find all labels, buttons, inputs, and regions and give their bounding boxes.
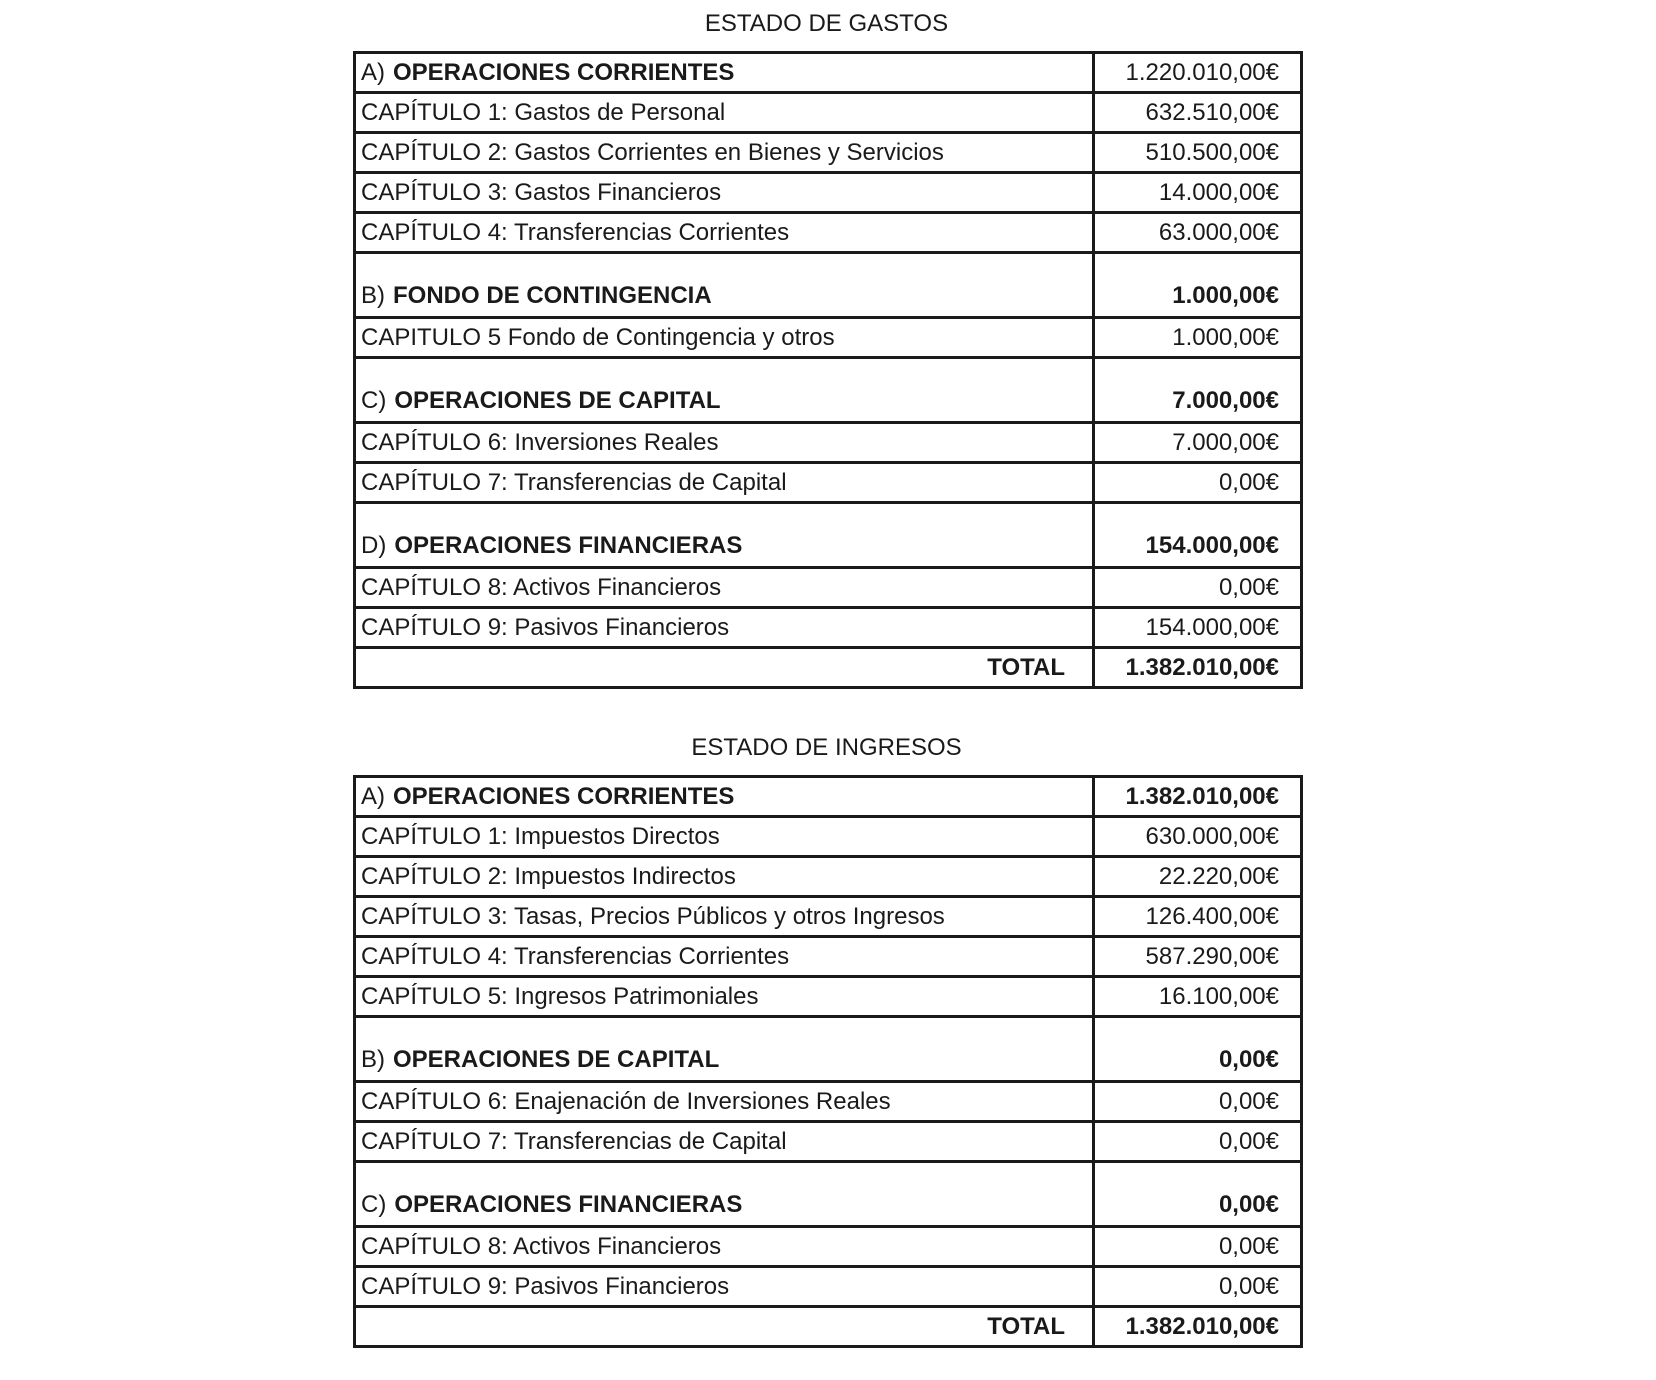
total-label: TOTAL (355, 1307, 1094, 1347)
section-label: OPERACIONES DE CAPITAL (393, 1046, 720, 1073)
section-value: 7.000,00€ (1094, 358, 1302, 423)
table-row (355, 1227, 1302, 1267)
row-label: CAPÍTULO 4: Transferencias Corrientes (355, 937, 1094, 977)
row-value: 16.100,00€ (1094, 977, 1302, 1017)
section-value: 0,00€ (1094, 1162, 1302, 1227)
table-row (355, 93, 1302, 133)
section-row (355, 1017, 1302, 1082)
total-value: 1.382.010,00€ (1094, 1307, 1302, 1347)
section-value: 1.220.010,00€ (1094, 53, 1302, 93)
row-value: 154.000,00€ (1094, 608, 1302, 648)
section-row (355, 253, 1302, 318)
table-row (355, 463, 1302, 503)
section-row (355, 777, 1302, 817)
row-value: 7.000,00€ (1094, 423, 1302, 463)
total-value: 1.382.010,00€ (1094, 648, 1302, 688)
row-value: 0,00€ (1094, 463, 1302, 503)
table-row (355, 1267, 1302, 1307)
table-row (355, 608, 1302, 648)
section-letter: C) (361, 387, 387, 414)
table-row (355, 213, 1302, 253)
row-label: CAPÍTULO 2: Impuestos Indirectos (355, 857, 1094, 897)
section-value: 1.382.010,00€ (1094, 777, 1302, 817)
section-letter: D) (361, 532, 387, 559)
section-value: 0,00€ (1094, 1017, 1302, 1082)
row-label: CAPÍTULO 9: Pasivos Financieros (355, 1267, 1094, 1307)
row-value: 0,00€ (1094, 1082, 1302, 1122)
table-row (355, 1122, 1302, 1162)
section-row (355, 503, 1302, 568)
row-label: CAPÍTULO 7: Transferencias de Capital (355, 463, 1094, 503)
section-value: 154.000,00€ (1094, 503, 1302, 568)
row-value: 0,00€ (1094, 1227, 1302, 1267)
row-label: CAPÍTULO 6: Inversiones Reales (355, 423, 1094, 463)
row-value: 587.290,00€ (1094, 937, 1302, 977)
row-label: CAPÍTULO 1: Gastos de Personal (355, 93, 1094, 133)
row-value: 510.500,00€ (1094, 133, 1302, 173)
row-value: 14.000,00€ (1094, 173, 1302, 213)
row-value: 126.400,00€ (1094, 897, 1302, 937)
row-value: 0,00€ (1094, 1122, 1302, 1162)
gastos-title: ESTADO DE GASTOS (704, 10, 949, 37)
row-label: CAPÍTULO 7: Transferencias de Capital (355, 1122, 1094, 1162)
row-value: 63.000,00€ (1094, 213, 1302, 253)
table-row (355, 937, 1302, 977)
row-label: CAPÍTULO 3: Gastos Financieros (355, 173, 1094, 213)
row-label: CAPÍTULO 1: Impuestos Directos (355, 817, 1094, 857)
row-label: CAPÍTULO 8: Activos Financieros (355, 1227, 1094, 1267)
section-letter: A) (361, 782, 385, 810)
section-label: FONDO DE CONTINGENCIA (393, 282, 712, 309)
table-row (355, 1082, 1302, 1122)
table-row (355, 857, 1302, 897)
row-label: CAPÍTULO 4: Transferencias Corrientes (355, 213, 1094, 253)
total-label: TOTAL (355, 648, 1094, 688)
section-row (355, 1162, 1302, 1227)
table-row (355, 318, 1302, 358)
section-label: OPERACIONES CORRIENTES (393, 58, 735, 86)
row-label: CAPITULO 5 Fondo de Contingencia y otros (355, 318, 1094, 358)
section-letter: C) (361, 1191, 387, 1218)
section-row (355, 358, 1302, 423)
table-row (355, 173, 1302, 213)
section-label: OPERACIONES FINANCIERAS (394, 1191, 743, 1218)
row-label: CAPÍTULO 6: Enajenación de Inversiones Reales (355, 1082, 1094, 1122)
table-row (355, 977, 1302, 1017)
row-label: CAPÍTULO 3: Tasas, Precios Públicos y otros Ingresos (355, 897, 1094, 937)
section-letter: B) (361, 282, 385, 309)
row-value: 0,00€ (1094, 568, 1302, 608)
table-row (355, 423, 1302, 463)
ingresos-table (353, 775, 1303, 1348)
row-value: 632.510,00€ (1094, 93, 1302, 133)
section-value: 1.000,00€ (1094, 253, 1302, 318)
table-row (355, 897, 1302, 937)
row-value: 22.220,00€ (1094, 857, 1302, 897)
total-row (355, 648, 1302, 688)
row-label: CAPÍTULO 8: Activos Financieros (355, 568, 1094, 608)
total-row (355, 1307, 1302, 1347)
row-label: CAPÍTULO 2: Gastos Corrientes en Bienes y Servicios (355, 133, 1094, 173)
section-label: OPERACIONES CORRIENTES (393, 782, 735, 810)
table-row (355, 817, 1302, 857)
row-value: 1.000,00€ (1094, 318, 1302, 358)
gastos-table (353, 51, 1303, 689)
table-row (355, 133, 1302, 173)
section-letter: B) (361, 1046, 385, 1073)
section-row (355, 53, 1302, 93)
ingresos-title: ESTADO DE INGRESOS (691, 734, 962, 761)
row-value: 630.000,00€ (1094, 817, 1302, 857)
table-row (355, 568, 1302, 608)
section-label: OPERACIONES FINANCIERAS (394, 532, 743, 559)
row-label: CAPÍTULO 9: Pasivos Financieros (355, 608, 1094, 648)
section-label: OPERACIONES DE CAPITAL (394, 387, 721, 414)
section-letter: A) (361, 58, 385, 86)
row-value: 0,00€ (1094, 1267, 1302, 1307)
row-label: CAPÍTULO 5: Ingresos Patrimoniales (355, 977, 1094, 1017)
